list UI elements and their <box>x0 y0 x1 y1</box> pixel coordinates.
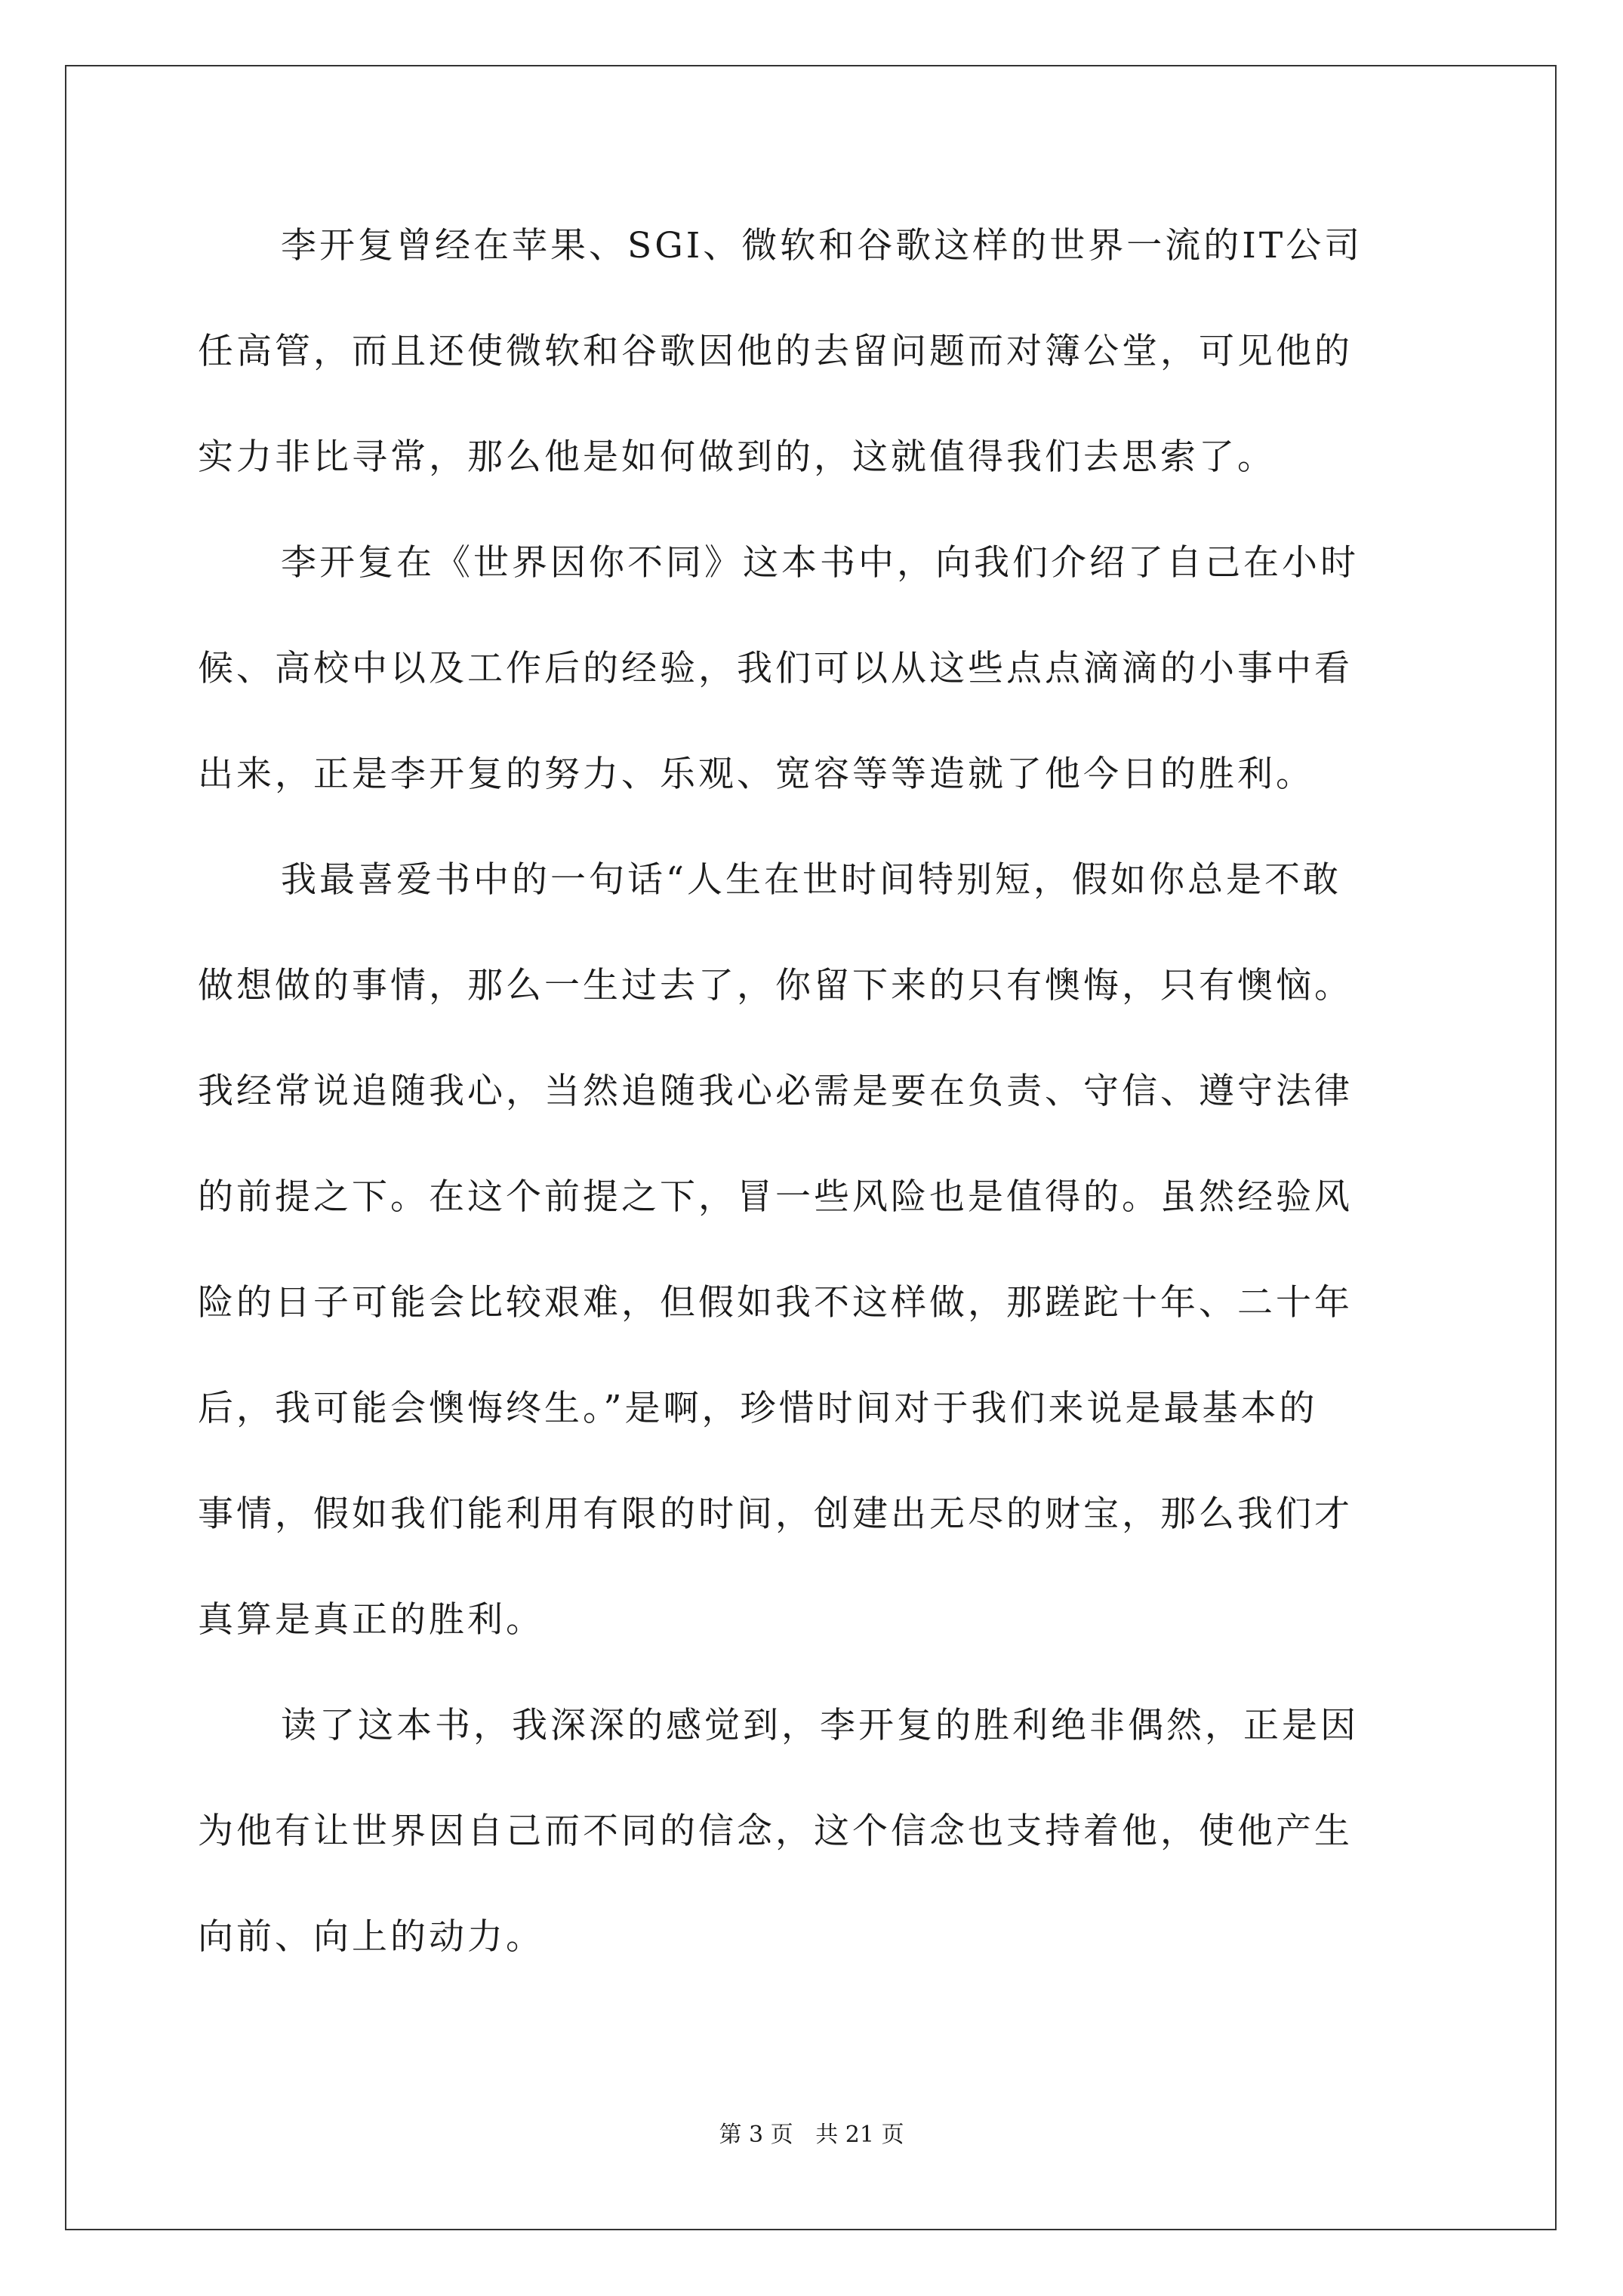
paragraph-line: 后，我可能会懊悔终生。”是啊，珍惜时间对于我们来说是最基本的 <box>198 1388 1318 1429</box>
paragraph-line: 险的日子可能会比较艰难，但假如我不这样做，那蹉跎十年、二十年 <box>198 1282 1353 1324</box>
page-number-total: 共 21 页 <box>815 2122 904 2148</box>
paragraph-line: 事情，假如我们能利用有限的时间，创建出无尽的财宝，那么我们才 <box>198 1493 1353 1535</box>
paragraph-line: 为他有让世界因自己而不同的信念，这个信念也支持着他，使他产生 <box>198 1811 1353 1852</box>
page-number-current: 第 3 页 <box>719 2122 793 2148</box>
paragraph-line: 我最喜爱书中的一句话“人生在世时间特别短，假如你总是不敢 <box>281 859 1342 901</box>
paragraph-line: 的前提之下。在这个前提之下，冒一些风险也是值得的。虽然经验风 <box>198 1176 1353 1218</box>
paragraph-line: 实力非比寻常，那么他是如何做到的，这就值得我们去思索了。 <box>198 436 1276 478</box>
paragraph-line: 李开复曾经在苹果、SGI、微软和谷歌这样的世界一流的IT公司 <box>281 225 1363 267</box>
paragraph-line: 出来，正是李开复的努力、乐观、宽容等等造就了他今日的胜利。 <box>198 754 1314 795</box>
paragraph-line: 真算是真正的胜利。 <box>198 1599 544 1641</box>
paragraph-line: 李开复在《世界因你不同》这本书中，向我们介绍了自己在小时 <box>281 542 1359 584</box>
paragraph-line: 读了这本书，我深深的感觉到，李开复的胜利绝非偶然，正是因 <box>281 1705 1359 1746</box>
paragraph-line: 向前、向上的动力。 <box>198 1916 544 1958</box>
page-footer <box>0 2120 1623 2150</box>
paragraph-line: 候、高校中以及工作后的经验，我们可以从这些点点滴滴的小事中看 <box>198 648 1353 689</box>
paragraph-line: 任高管，而且还使微软和谷歌因他的去留问题而对簿公堂，可见他的 <box>198 331 1353 372</box>
paragraph-line: 做想做的事情，那么一生过去了，你留下来的只有懊悔，只有懊恼。 <box>198 965 1353 1006</box>
page-border <box>65 65 1557 2230</box>
paragraph-line: 我经常说追随我心，当然追随我心必需是要在负责、守信、遵守法律 <box>198 1071 1353 1112</box>
